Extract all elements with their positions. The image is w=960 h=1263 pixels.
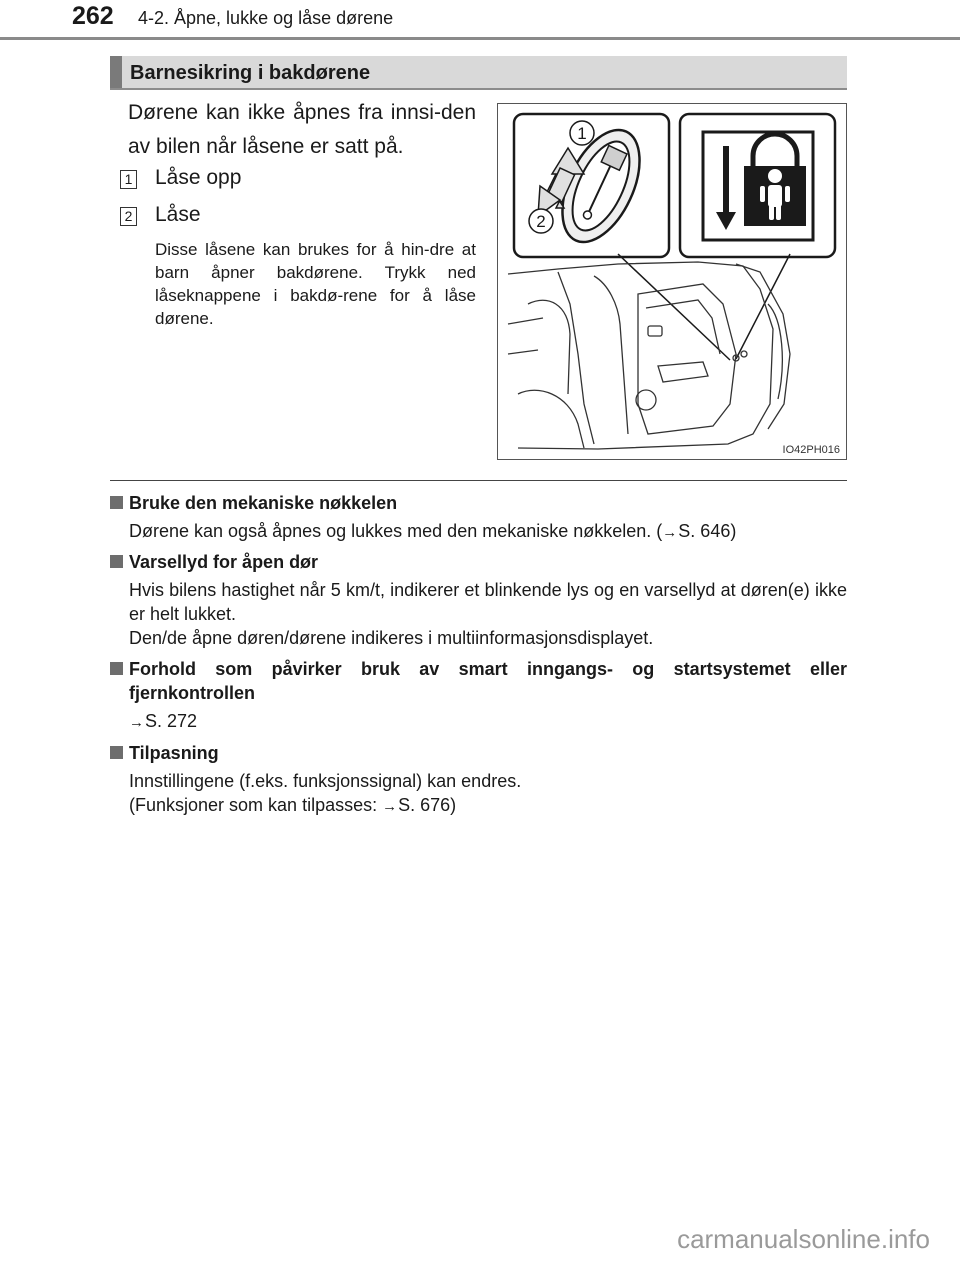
page-reference-link[interactable]: S. 676 bbox=[398, 795, 451, 815]
note-title: Tilpasning bbox=[110, 741, 847, 765]
note-body: Innstillingene (f.eks. funksjonssignal) kan endres. (Funksjoner som kan tilpasses: →S. 676) bbox=[110, 769, 847, 819]
section-heading-text: Barnesikring i bakdørene bbox=[130, 62, 371, 84]
intro-text: Dørene kan ikke åpnes fra innsi-den av bilen når låsene er satt på. bbox=[128, 101, 476, 158]
page-number: 262 bbox=[72, 2, 114, 30]
note-mechanical-key bbox=[110, 491, 847, 545]
note-open-door-warning bbox=[110, 550, 847, 650]
note-body: Dørene kan også åpnes og lukkes med den mekaniske nøkkelen. (→S. 646) bbox=[110, 519, 847, 545]
watermark: carmanualsonline.info bbox=[677, 1224, 930, 1254]
car-door-drawing bbox=[508, 262, 790, 449]
note-title: Forhold som påvirker bruk av smart inngangs- og startsystemet eller fjernkontrollen bbox=[110, 657, 847, 705]
note-smart-entry-conditions bbox=[110, 657, 847, 735]
item-number-badge: 1 bbox=[120, 170, 137, 189]
page-reference-link[interactable]: S. 272 bbox=[145, 711, 198, 731]
square-bullet-icon bbox=[110, 555, 123, 568]
chapter-title: 4-2. Åpne, lukke og låse dørene bbox=[138, 8, 394, 28]
note-body bbox=[110, 709, 847, 735]
callout-2-icon bbox=[529, 209, 553, 233]
section-divider bbox=[110, 480, 847, 481]
note-body: Hvis bilens hastighet når 5 km/t, indikerer et blinkende lys og en varsellyd at døren(e) ikke er helt lukket. Den/de åpne døren/dørene indikeres i multiinformasjonsdisplayet. bbox=[129, 580, 847, 648]
note-title: Bruke den mekaniske nøkkelen bbox=[110, 491, 847, 515]
svg-text:2: 2 bbox=[536, 212, 546, 231]
square-bullet-icon bbox=[110, 496, 123, 509]
section-heading bbox=[110, 56, 847, 90]
child-lock-illustration-svg bbox=[498, 104, 845, 458]
leader-line bbox=[618, 254, 730, 360]
child-lock-illustration bbox=[497, 103, 847, 460]
arrow-right-icon: → bbox=[382, 798, 398, 815]
square-bullet-icon bbox=[110, 662, 123, 675]
arrow-right-icon: → bbox=[129, 714, 144, 731]
item-label-unlock: Låse opp bbox=[155, 166, 242, 189]
square-bullet-icon bbox=[110, 746, 123, 759]
item-label-lock: Låse bbox=[155, 203, 201, 226]
section-heading-bar bbox=[110, 56, 122, 88]
svg-text:1: 1 bbox=[577, 124, 587, 143]
header-rule bbox=[0, 37, 960, 40]
arrow-right-icon: → bbox=[662, 524, 678, 541]
item-number-badge: 2 bbox=[120, 207, 137, 226]
callout-1-icon bbox=[570, 121, 594, 145]
item-list bbox=[110, 166, 470, 246]
page-reference-link[interactable]: S. 646 bbox=[678, 521, 731, 541]
note-title: Varsellyd for åpen dør bbox=[110, 550, 847, 574]
note-customization bbox=[110, 741, 847, 819]
child-lock-note: Disse låsene kan brukes for å hin-dre at barn åpner bakdørene. Trykk ned låseknappene i bakdø-rene for å låse dørene. bbox=[155, 240, 476, 328]
figure-code: IO42PH016 bbox=[782, 444, 840, 456]
